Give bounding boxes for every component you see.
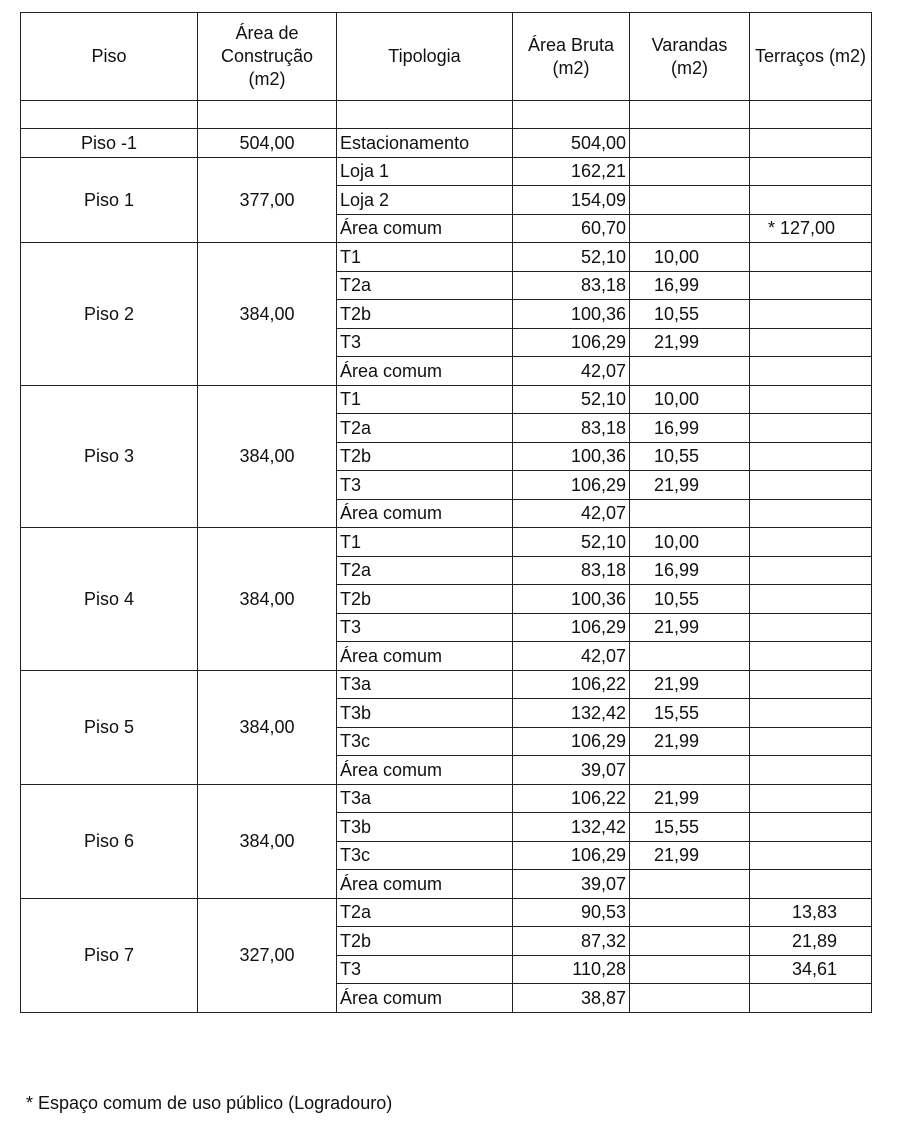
area-bruta-cell: 60,70 <box>513 214 630 243</box>
varanda-cell: 16,99 <box>630 271 750 300</box>
area-bruta-cell: 110,28 <box>513 955 630 984</box>
varanda-cell: 21,99 <box>630 670 750 699</box>
tipologia-cell: T3a <box>337 670 513 699</box>
terraco-cell: 13,83 <box>750 898 872 927</box>
tipologia-cell: T3a <box>337 784 513 813</box>
varanda-cell <box>630 898 750 927</box>
terraco-cell <box>750 499 872 528</box>
terraco-cell <box>750 556 872 585</box>
area-bruta-cell: 83,18 <box>513 414 630 443</box>
tipologia-cell: T1 <box>337 528 513 557</box>
area-bruta-cell: 42,07 <box>513 499 630 528</box>
tipologia-cell: T2b <box>337 927 513 956</box>
table-row <box>21 528 872 557</box>
tipologia-cell: T3 <box>337 613 513 642</box>
varanda-cell <box>630 157 750 186</box>
area-bruta-cell: 106,22 <box>513 784 630 813</box>
header-area-bruta: Área Bruta (m2) <box>513 13 630 101</box>
terraco-cell <box>750 642 872 671</box>
spacer-cell <box>513 101 630 129</box>
varanda-cell: 10,00 <box>630 243 750 272</box>
area-bruta-cell: 83,18 <box>513 556 630 585</box>
area-construcao-cell: 384,00 <box>198 528 337 671</box>
tipologia-cell: T3 <box>337 328 513 357</box>
area-bruta-cell: 106,29 <box>513 471 630 500</box>
tipologia-cell: Área comum <box>337 756 513 785</box>
area-bruta-cell: 100,36 <box>513 300 630 329</box>
tipologia-cell: Estacionamento <box>337 129 513 158</box>
varanda-cell: 21,99 <box>630 784 750 813</box>
table-row <box>21 129 872 158</box>
area-bruta-cell: 106,29 <box>513 613 630 642</box>
piso-cell: Piso 3 <box>21 385 198 528</box>
tipologia-cell: Área comum <box>337 357 513 386</box>
varanda-cell <box>630 129 750 158</box>
piso-cell: Piso -1 <box>21 129 198 158</box>
table-row <box>21 784 872 813</box>
area-construcao-cell: 377,00 <box>198 157 337 243</box>
terraco-cell <box>750 300 872 329</box>
varanda-cell <box>630 870 750 899</box>
terraco-cell <box>750 357 872 386</box>
table-row <box>21 898 872 927</box>
terraco-cell <box>750 784 872 813</box>
area-bruta-cell: 100,36 <box>513 585 630 614</box>
terraco-cell <box>750 442 872 471</box>
area-bruta-cell: 162,21 <box>513 157 630 186</box>
area-bruta-cell: 52,10 <box>513 528 630 557</box>
terraco-cell <box>750 528 872 557</box>
area-bruta-cell: 504,00 <box>513 129 630 158</box>
terraco-cell <box>750 328 872 357</box>
tipologia-cell: T2a <box>337 898 513 927</box>
tipologia-cell: Área comum <box>337 499 513 528</box>
terraco-cell <box>750 670 872 699</box>
header-piso: Piso <box>21 13 198 101</box>
terraco-cell <box>750 870 872 899</box>
tipologia-cell: Loja 1 <box>337 157 513 186</box>
area-bruta-cell: 87,32 <box>513 927 630 956</box>
tipologia-cell: T3 <box>337 471 513 500</box>
spacer-cell <box>21 101 198 129</box>
table-row <box>21 243 872 272</box>
area-construcao-cell: 327,00 <box>198 898 337 1012</box>
tipologia-cell: T2a <box>337 414 513 443</box>
terraco-cell <box>750 385 872 414</box>
varanda-cell <box>630 214 750 243</box>
tipologia-cell: T3c <box>337 727 513 756</box>
area-construcao-cell: 384,00 <box>198 670 337 784</box>
varanda-cell: 21,99 <box>630 727 750 756</box>
terraco-cell <box>750 841 872 870</box>
terraco-cell <box>750 414 872 443</box>
header-terracos: Terraços (m2) <box>750 13 872 101</box>
varanda-cell: 15,55 <box>630 699 750 728</box>
area-bruta-cell: 39,07 <box>513 756 630 785</box>
area-construcao-cell: 384,00 <box>198 385 337 528</box>
tipologia-cell: T2a <box>337 556 513 585</box>
area-bruta-cell: 132,42 <box>513 699 630 728</box>
area-bruta-cell: 106,29 <box>513 328 630 357</box>
piso-cell: Piso 7 <box>21 898 198 1012</box>
terraco-cell <box>750 585 872 614</box>
terraco-cell: * 127,00 <box>750 214 872 243</box>
varanda-cell: 16,99 <box>630 556 750 585</box>
area-construcao-cell: 384,00 <box>198 243 337 386</box>
spacer-cell <box>198 101 337 129</box>
piso-cell: Piso 6 <box>21 784 198 898</box>
tipologia-cell: Área comum <box>337 870 513 899</box>
area-bruta-cell: 106,29 <box>513 841 630 870</box>
tipologia-cell: T2a <box>337 271 513 300</box>
area-bruta-cell: 83,18 <box>513 271 630 300</box>
tipologia-cell: T1 <box>337 385 513 414</box>
varanda-cell: 15,55 <box>630 813 750 842</box>
piso-cell: Piso 4 <box>21 528 198 671</box>
header-varandas: Varandas (m2) <box>630 13 750 101</box>
piso-cell: Piso 2 <box>21 243 198 386</box>
area-bruta-cell: 132,42 <box>513 813 630 842</box>
tipologia-cell: T1 <box>337 243 513 272</box>
terraco-cell <box>750 699 872 728</box>
varanda-cell: 10,00 <box>630 385 750 414</box>
area-bruta-cell: 42,07 <box>513 642 630 671</box>
terraco-cell <box>750 727 872 756</box>
terraco-cell <box>750 613 872 642</box>
varanda-cell: 16,99 <box>630 414 750 443</box>
terraco-cell <box>750 813 872 842</box>
tipologia-cell: T2b <box>337 300 513 329</box>
area-bruta-cell: 42,07 <box>513 357 630 386</box>
terraco-cell: 34,61 <box>750 955 872 984</box>
terraco-cell: 21,89 <box>750 927 872 956</box>
area-bruta-cell: 52,10 <box>513 385 630 414</box>
area-construcao-cell: 504,00 <box>198 129 337 158</box>
terraco-cell <box>750 129 872 158</box>
tipologia-cell: T3b <box>337 699 513 728</box>
terraco-cell <box>750 243 872 272</box>
tipologia-cell: Área comum <box>337 984 513 1013</box>
varanda-cell <box>630 927 750 956</box>
tipologia-cell: Loja 2 <box>337 186 513 215</box>
terraco-cell <box>750 471 872 500</box>
area-bruta-cell: 39,07 <box>513 870 630 899</box>
varanda-cell <box>630 186 750 215</box>
terraco-cell <box>750 984 872 1013</box>
spacer-cell <box>750 101 872 129</box>
tipologia-cell: T3c <box>337 841 513 870</box>
area-bruta-cell: 106,22 <box>513 670 630 699</box>
tipologia-cell: T3b <box>337 813 513 842</box>
footnote: * Espaço comum de uso público (Logradouro) <box>26 1093 393 1113</box>
area-bruta-cell: 154,09 <box>513 186 630 215</box>
table-row <box>21 157 872 186</box>
terraco-cell <box>750 756 872 785</box>
tipologia-cell: T3 <box>337 955 513 984</box>
varanda-cell <box>630 955 750 984</box>
area-construcao-cell: 384,00 <box>198 784 337 898</box>
header-row <box>21 13 872 101</box>
table-row <box>21 670 872 699</box>
varanda-cell <box>630 984 750 1013</box>
varanda-cell: 21,99 <box>630 471 750 500</box>
terraco-cell <box>750 271 872 300</box>
area-table <box>20 12 872 1013</box>
varanda-cell: 10,00 <box>630 528 750 557</box>
table-body <box>21 101 872 1013</box>
varanda-cell <box>630 499 750 528</box>
area-bruta-cell: 106,29 <box>513 727 630 756</box>
varanda-cell: 21,99 <box>630 613 750 642</box>
varanda-cell: 10,55 <box>630 300 750 329</box>
tipologia-cell: T2b <box>337 585 513 614</box>
varanda-cell: 10,55 <box>630 442 750 471</box>
header-tipologia: Tipologia <box>337 13 513 101</box>
area-bruta-cell: 52,10 <box>513 243 630 272</box>
area-bruta-cell: 38,87 <box>513 984 630 1013</box>
tipologia-cell: Área comum <box>337 642 513 671</box>
terraco-cell <box>750 186 872 215</box>
area-bruta-cell: 90,53 <box>513 898 630 927</box>
varanda-cell <box>630 642 750 671</box>
header-area-construcao: Área de Construção (m2) <box>198 13 337 101</box>
spacer-cell <box>630 101 750 129</box>
piso-cell: Piso 1 <box>21 157 198 243</box>
varanda-cell: 10,55 <box>630 585 750 614</box>
varanda-cell <box>630 357 750 386</box>
tipologia-cell: Área comum <box>337 214 513 243</box>
varanda-cell: 21,99 <box>630 841 750 870</box>
spacer-cell <box>337 101 513 129</box>
area-bruta-cell: 100,36 <box>513 442 630 471</box>
varanda-cell <box>630 756 750 785</box>
tipologia-cell: T2b <box>337 442 513 471</box>
table-row <box>21 385 872 414</box>
terraco-cell <box>750 157 872 186</box>
piso-cell: Piso 5 <box>21 670 198 784</box>
varanda-cell: 21,99 <box>630 328 750 357</box>
spacer-row <box>21 101 872 129</box>
